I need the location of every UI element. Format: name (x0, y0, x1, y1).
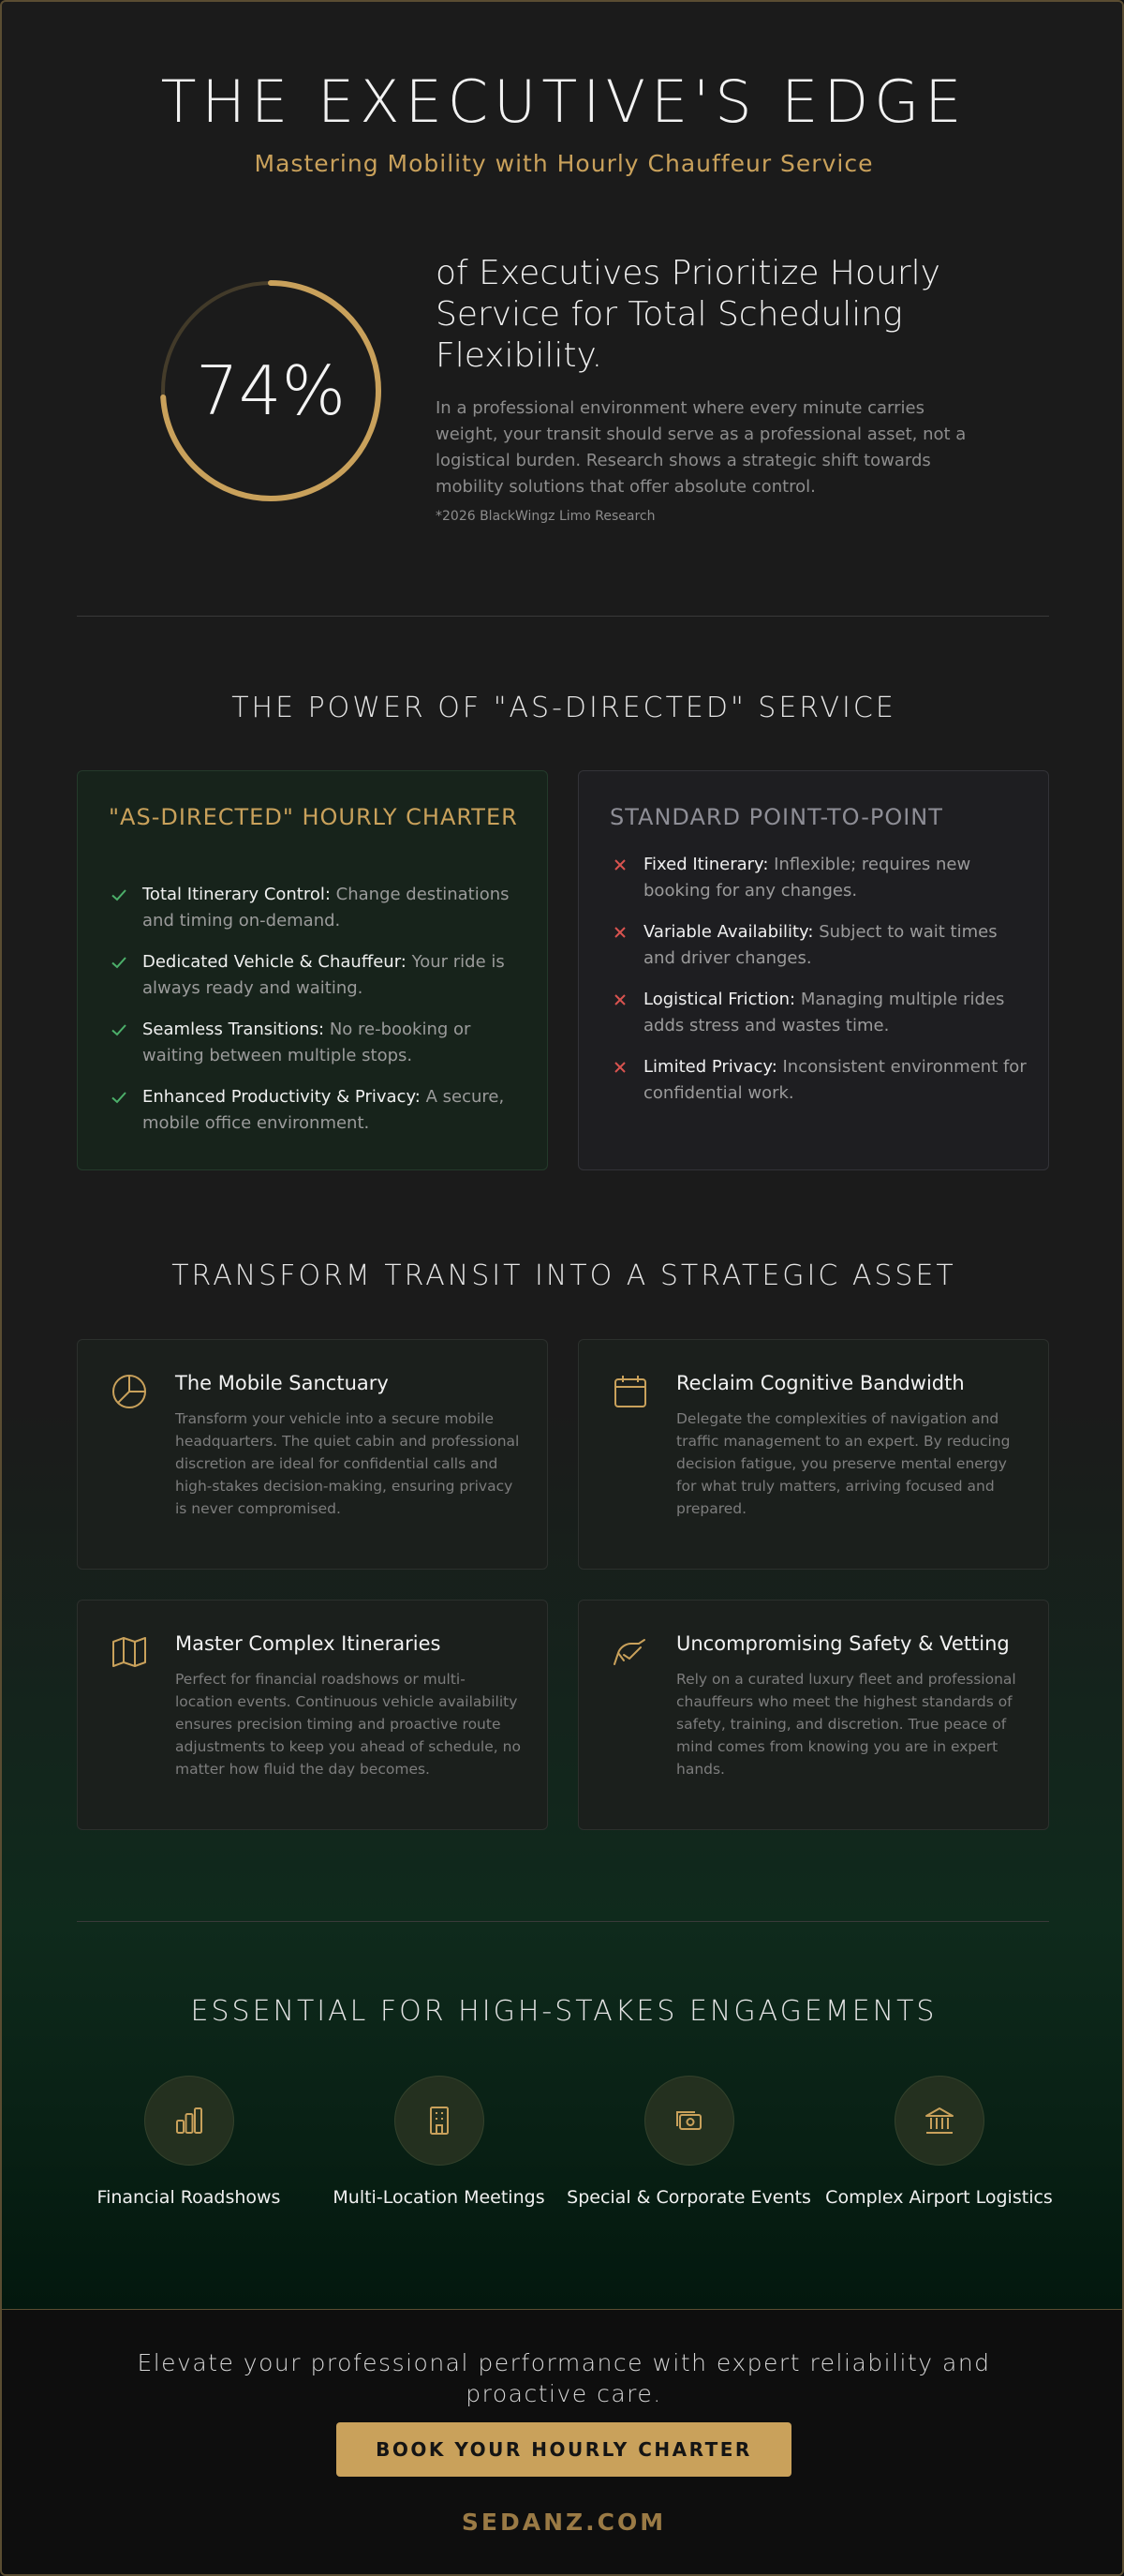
stat-source: *2026 BlackWingz Limo Research (436, 509, 656, 524)
item-text: Your ride is always ready and waiting. (142, 952, 505, 998)
item-text: Inflexible; requires new booking for any changes. (643, 855, 971, 901)
standard-service-heading: STANDARD POINT-TO-POINT (610, 804, 943, 830)
item-text: No re-booking or waiting between multiple stops. (142, 1020, 471, 1065)
feature-card-mobile-sanctuary (77, 1339, 548, 1570)
engagement-corporate-events (564, 2076, 814, 2211)
feature-title: Uncompromising Safety & Vetting (676, 1632, 1010, 1655)
bank-icon (923, 2104, 956, 2137)
engagement-label: Financial Roadshows (96, 2187, 281, 2208)
standard-service-card (578, 770, 1049, 1170)
list-item (109, 882, 525, 934)
stat-description: In a professional environment where every minute carries weight, your transit should serve as a professional asset, not a logistical burden. Research shows a strategic shift towards mobility solutions that offer absolute control. (436, 398, 967, 497)
item-strong: Logistical Friction: (643, 990, 796, 1009)
list-item (109, 1084, 525, 1137)
item-strong: Variable Availability: (643, 922, 814, 942)
engagement-icon-circle (394, 2076, 484, 2166)
stat-headline: of Executives Prioritize Hourly Service for Total Scheduling Flexibility. (436, 254, 940, 375)
engagement-financial-roadshows (64, 2076, 314, 2211)
hourly-benefits-list (109, 882, 525, 1152)
feature-card-safety-vetting (578, 1600, 1049, 1830)
engagement-icon-circle (895, 2076, 984, 2166)
check-icon (109, 885, 129, 905)
engagement-multi-location (314, 2076, 564, 2211)
check-icon (109, 952, 129, 973)
feature-card-complex-itineraries (77, 1600, 548, 1830)
engagement-airport-logistics (814, 2076, 1064, 2211)
pie-chart-icon (110, 1372, 149, 1411)
cross-icon (610, 990, 630, 1010)
building-icon (422, 2104, 456, 2137)
list-item (610, 919, 1027, 972)
feature-title: Master Complex Itineraries (175, 1632, 441, 1655)
handshake-icon (611, 1632, 650, 1672)
engagement-icon-circle (144, 2076, 234, 2166)
engagements-title: ESSENTIAL FOR HIGH-STAKES ENGAGEMENTS (190, 1995, 938, 2028)
check-icon (109, 1087, 129, 1108)
hourly-charter-heading: "AS-DIRECTED" HOURLY CHARTER (109, 804, 518, 830)
standard-drawbacks-list (610, 852, 1027, 1122)
cross-icon (610, 1057, 630, 1078)
stat-value: 74% (195, 351, 347, 430)
feature-body: Rely on a curated luxury fleet and professional chauffeurs who meet the highest standards of safety, training, and discretion. True peace of mind comes from knowing you are in expert hands. (676, 1671, 1016, 1778)
feature-body: Perfect for financial roadshows or multi-location events. Continuous vehicle availability ensures precision timing and proactive route adjustments to keep you ahead of schedule, no matter how fluid the day becomes. (175, 1671, 521, 1778)
book-hourly-charter-button[interactable]: BOOK YOUR HOURLY CHARTER (336, 2422, 791, 2477)
item-strong: Limited Privacy: (643, 1057, 777, 1077)
list-item (610, 1054, 1027, 1107)
item-strong: Enhanced Productivity & Privacy: (142, 1087, 421, 1107)
calendar-icon (611, 1372, 650, 1411)
section-divider (77, 1921, 1049, 1922)
item-strong: Seamless Transitions: (142, 1020, 325, 1039)
comparison-title: THE POWER OF "AS-DIRECTED" SERVICE (231, 692, 896, 724)
item-strong: Total Itinerary Control: (142, 885, 331, 904)
item-text: Managing multiple rides adds stress and wastes time. (643, 990, 1005, 1035)
item-strong: Dedicated Vehicle & Chauffeur: (142, 952, 407, 972)
bar-chart-icon (172, 2104, 206, 2137)
hourly-charter-card (77, 770, 548, 1170)
feature-title: Reclaim Cognitive Bandwidth (676, 1372, 965, 1394)
item-strong: Fixed Itinerary: (643, 855, 769, 874)
footer-tagline: Elevate your professional performance with expert reliability and proactive care. (137, 2349, 991, 2407)
item-text: Inconsistent environment for confidential work. (643, 1057, 1027, 1103)
feature-title: The Mobile Sanctuary (175, 1372, 389, 1394)
list-item (610, 987, 1027, 1039)
feature-body: Delegate the complexities of navigation and traffic management to an expert. By reducing decision fatigue, you preserve mental energy for what truly matters, arriving focused and prepared. (676, 1410, 1011, 1517)
item-text: Change destinations and timing on-demand. (142, 885, 510, 931)
engagement-label: Multi-Location Meetings (333, 2187, 545, 2208)
check-icon (109, 1020, 129, 1040)
feature-body: Transform your vehicle into a secure mobile headquarters. The quiet cabin and professional discretion are ideal for confidential calls and high-stakes decision-making, ensuring privacy is never compromised. (175, 1410, 520, 1517)
page-subtitle: Mastering Mobility with Hourly Chauffeur Service (254, 150, 874, 177)
cross-icon (610, 922, 630, 943)
feature-card-cognitive-bandwidth (578, 1339, 1049, 1570)
brand-link[interactable]: SEDANZ.COM (461, 2509, 667, 2536)
list-item (610, 852, 1027, 904)
page-title: THE EXECUTIVE'S EDGE (160, 67, 968, 136)
map-icon (110, 1632, 149, 1672)
engagement-label: Special & Corporate Events (567, 2187, 811, 2208)
engagement-label: Complex Airport Logistics (825, 2187, 1053, 2208)
footer (2, 2309, 1124, 2576)
item-text: A secure, mobile office environment. (142, 1087, 505, 1133)
cross-icon (610, 855, 630, 875)
features-title: TRANSFORM TRANSIT INTO A STRATEGIC ASSET (171, 1259, 956, 1292)
list-item (109, 1017, 525, 1069)
item-text: Subject to wait times and driver changes. (643, 922, 998, 968)
camera-icon (673, 2104, 706, 2137)
engagement-icon-circle (644, 2076, 734, 2166)
list-item (109, 949, 525, 1002)
section-divider (77, 616, 1049, 617)
